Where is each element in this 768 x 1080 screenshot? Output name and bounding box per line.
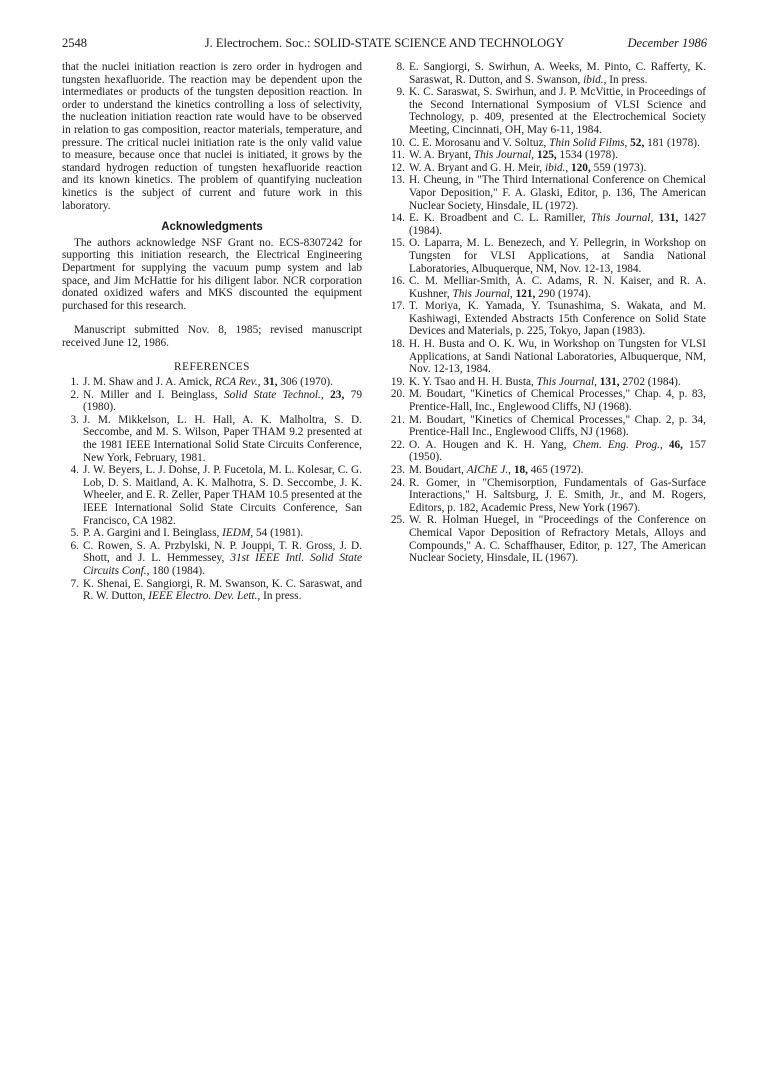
reference-text: , 54 (1981). (250, 527, 304, 540)
reference-text: J. M. Shaw and J. A. Amick, (83, 376, 215, 389)
reference-item (388, 86, 706, 136)
reference-text: W. A. Bryant and G. H. Meir, (409, 161, 545, 174)
body-paragraph: that the nuclei initiation reaction is zero order in hydrogen and tungsten hexafluoride. The reaction may be dependent upon the intermediates or products of the tungsten deposition reaction. In order to understand the kinetics controlling a loss of selectivity, the nucleation initiation reaction rate would have to be observed in relation to gas composition, reactor materials, temperature, and pressure. The critical nuclei initiation rate is the only valid value to measure, because once that nuclei is initiated, it grows by the standard hydrogen reduction of tungsten hexafluoride reaction and its known kinetics. The problem of quantifying nucleation kinetics is the subject of current and future work in this laboratory. (62, 61, 362, 212)
reference-item (388, 61, 706, 86)
reference-number: 22. (390, 438, 405, 451)
reference-item (388, 275, 706, 300)
reference-text: M. Boudart, "Kinetics of Chemical Processes," Chap. 4, p. 83, Prentice-Hall, Inc., Englewood Cliffs, NJ (1968). (409, 388, 706, 414)
reference-text: C. Rowen, S. A. Przbylski, N. P. Jouppi, T. R. Gross, J. D. Shott, and J. L. Hemmessey, (83, 539, 362, 565)
reference-text: 465 (1972). (527, 464, 584, 476)
reference-text: O. A. Hougen and K. H. Yang, (409, 438, 573, 451)
reference-text: , (508, 464, 514, 476)
reference-text: , (509, 287, 516, 300)
reference-text: , 180 (1984). (146, 564, 205, 577)
reference-text: , In press. (257, 590, 302, 603)
reference-text: K. Y. Tsao and H. H. Busta, (409, 375, 537, 388)
reference-number: 2. (70, 388, 79, 401)
reference-text: H. Cheung, in "The Third International Conference on Chemical Vapor Deposition," F. A. Glaski, Editor, p. 136, The American Nuclear Society, Hinsdale, IL (1972). (409, 174, 706, 212)
acknowledgments-heading: Acknowledgments (161, 221, 263, 234)
reference-text: ibid. (583, 73, 604, 86)
reference-text: 125, (536, 149, 557, 162)
reference-number: 16. (390, 275, 405, 288)
reference-text: 31st IEEE Intl. Solid State Circuits Conf. (83, 552, 362, 577)
reference-text: W. A. Bryant, (409, 149, 474, 162)
reference-text: , (531, 149, 537, 162)
reference-number: 8. (396, 61, 405, 73)
reference-number: 5. (70, 527, 79, 540)
reference-text: , (320, 388, 331, 401)
reference-text: 2702 (1984). (619, 375, 681, 388)
reference-text: 157 (1950). (409, 438, 706, 464)
reference-text: , (659, 438, 669, 451)
reference-text: E. K. Broadbent and C. L. Ramiller, (409, 212, 591, 225)
reference-text: 306 (1970). (277, 376, 334, 389)
reference-number: 6. (70, 539, 79, 552)
reference-number: 11. (391, 149, 405, 162)
reference-text: T. Moriya, K. Yamada, Y. Tsunashima, S. Wakata, and M. Kashiwagi, Extended Abstracts 15th Conference on Solid State Devices and Materials, p. 225, Tokyo, Japan (1983). (409, 300, 706, 338)
references-heading: REFERENCES (174, 361, 250, 374)
reference-text: R. Gomer, in "Chemisorption, Fundamentals of Gas-Surface Interactions," H. Saltsburg, J. E. Smith, Jr., and M. Rogers, Editors, p. 182, Academic Press, New York (1967). (409, 476, 706, 514)
reference-text: M. Boudart, "Kinetics of Chemical Processes," Chap. 2, p. 34, Prentice-Hall Inc., Englewood Cliffs, NJ (1968). (409, 413, 706, 439)
reference-number: 20. (390, 388, 405, 401)
reference-item (388, 388, 706, 413)
reference-item (388, 237, 706, 275)
reference-number: 4. (70, 464, 79, 477)
reference-number: 23. (390, 464, 405, 476)
acknowledgments-text: The authors acknowledge NSF Grant no. ECS-8307242 for supporting this initiation research, the Electrical Engineering Department for supplying the vacuum pump system and lab space, and Jim McHattie for his diligent labor. NCR corporation donated oxidized wafers and MKS discounted the equipment purchased for this research. (62, 236, 362, 312)
left-column (62, 61, 362, 603)
reference-text: 52, (630, 136, 645, 149)
running-header (62, 34, 707, 52)
reference-item (388, 149, 706, 162)
reference-number: 7. (70, 577, 79, 590)
reference-item (388, 162, 706, 175)
reference-item (62, 376, 362, 389)
reference-text: 559 (1973). (590, 161, 647, 174)
reference-item (388, 376, 706, 389)
reference-item (388, 174, 706, 212)
reference-text: This Journal (590, 212, 651, 225)
reference-text: Thin Solid Films (549, 136, 625, 149)
reference-number: 13. (390, 174, 405, 187)
reference-text: This Journal (536, 375, 595, 388)
reference-text: IEDM (222, 527, 251, 540)
reference-text: 79 (1980). (83, 388, 362, 414)
reference-text: , (257, 376, 264, 389)
reference-text: RCA Rev. (214, 376, 258, 389)
reference-item (62, 578, 362, 603)
issue-date: December 1986 (627, 36, 707, 50)
reference-item (388, 137, 706, 150)
reference-number: 17. (390, 300, 405, 313)
reference-item (388, 514, 706, 564)
reference-text: ibid. (544, 161, 566, 174)
reference-text: K. Shenai, E. Sangiorgi, R. M. Swanson, K. C. Saraswat, and R. W. Dutton, (83, 577, 362, 603)
reference-list-left (62, 376, 362, 603)
reference-text: 121, (515, 287, 536, 300)
reference-text: , (565, 161, 571, 174)
reference-text: 290 (1974). (535, 287, 591, 300)
reference-item (388, 300, 706, 338)
reference-text: 181 (1978). (644, 136, 700, 149)
reference-item (388, 338, 706, 376)
reference-text: 1534 (1978). (556, 149, 618, 162)
reference-text: 120, (571, 161, 591, 174)
reference-text: H. H. Busta and O. K. Wu, in Workshop on Tungsten for VLSI Applications, at Sandi National Laboratories, Albuquerque, NM, Nov. 12-13, 1984. (409, 338, 706, 376)
reference-item (62, 414, 362, 464)
reference-text: C. E. Morosanu and V. Soltuz, (409, 136, 550, 149)
reference-text: , (650, 212, 659, 225)
reference-item (388, 212, 706, 237)
reference-item (62, 464, 362, 527)
reference-text: This Journal (452, 287, 510, 300)
reference-text: IEEE Electro. Dev. Lett. (148, 590, 258, 603)
reference-text: 31, (263, 376, 278, 389)
reference-text: Chem. Eng. Prog. (572, 438, 660, 451)
reference-text: J. M. Mikkelson, L. H. Hall, A. K. Malholtra, S. D. Seccombe, and M. S. Wilson, Paper THAM 9.2 presented at the 1981 IEEE International Solid State Circuits Conference, New York, February, 1981. (83, 413, 362, 464)
reference-text: E. Sangiorgi, S. Swirhun, A. Weeks, M. Pinto, C. Rafferty, K. Saraswat, R. Dutton, and S. Swanson, (409, 61, 706, 86)
reference-text: , In press. (603, 73, 648, 86)
right-column (388, 61, 706, 565)
reference-text: C. M. Melliar-Smith, A. C. Adams, R. N. Kaiser, and R. A. Kushner, (409, 275, 706, 300)
page-number: 2548 (62, 36, 87, 50)
reference-text: 131, (599, 375, 620, 388)
reference-number: 25. (390, 514, 405, 527)
reference-text: N. Miller and I. Beinglass, (83, 388, 225, 401)
reference-item (388, 439, 706, 464)
reference-list-right (388, 61, 706, 565)
reference-number: 24. (390, 476, 405, 489)
reference-number: 1. (70, 376, 79, 389)
journal-title: J. Electrochem. Soc.: SOLID-STATE SCIENCE AND TECHNOLOGY (204, 36, 565, 50)
reference-number: 9. (396, 86, 405, 99)
reference-text: 1427 (1984). (409, 212, 707, 237)
reference-number: 3. (70, 413, 79, 426)
reference-number: 19. (390, 375, 405, 388)
reference-number: 14. (390, 212, 405, 225)
reference-text: 18, (513, 464, 528, 476)
reference-text: , (624, 136, 631, 149)
reference-text: P. A. Gargini and I. Beinglass, (83, 527, 223, 540)
reference-number: 18. (390, 338, 405, 351)
reference-number: 15. (390, 237, 405, 250)
reference-item (62, 527, 362, 540)
reference-item (388, 464, 706, 477)
reference-item (388, 414, 706, 439)
reference-number: 10. (390, 136, 405, 149)
reference-text: J. W. Beyers, L. J. Dohse, J. P. Fucetola, M. L. Kolesar, C. G. Lob, D. S. Maitland, A. K. Malhotra, S. D. Seccombe, J. K. Wheeler, and E. R. Zeller, Paper THAM 10.5 presented at the IEEE International Solid State Circuits Conference, San Francisco, CA 1982. (83, 464, 362, 527)
reference-text: AIChE J. (466, 464, 509, 476)
reference-text: K. C. Saraswat, S. Swirhun, and J. P. McVittie, in Proceedings of the Second International Symposium of VLSI Science and Technology, p. 409, presented at the Electrochemical Society Meeting, Cincinnati, OH, May 6-11, 1984. (409, 86, 706, 136)
reference-item (388, 477, 706, 515)
reference-number: 21. (390, 413, 405, 426)
reference-text: Solid State Technol. (224, 388, 321, 401)
reference-text: 46, (668, 438, 683, 451)
reference-text: , (594, 375, 600, 388)
reference-item (62, 389, 362, 414)
reference-text: This Journal (473, 149, 532, 162)
reference-text: O. Laparra, M. L. Benezech, and Y. Pellegrin, in Workshop on Tungsten for VLSI Applications, at Sandia National Laboratories, Albuquerque, NM, Nov. 12-13, 1984. (409, 237, 706, 275)
reference-number: 12. (390, 161, 405, 174)
reference-text: 23, (330, 388, 345, 401)
reference-text: W. R. Holman Huegel, in "Proceedings of the Conference on Chemical Vapor Deposition of Refractory Metals, Alloys and Compounds," A. C. Schaffhauser, Editor, p. 127, The American Nuclear Society, Hinsdale, IL (1967). (409, 514, 706, 565)
reference-text: M. Boudart, (409, 464, 467, 476)
manuscript-note: Manuscript submitted Nov. 8, 1985; revised manuscript received June 12, 1986. (62, 324, 362, 349)
reference-text: 131, (658, 212, 679, 225)
reference-item (62, 540, 362, 578)
